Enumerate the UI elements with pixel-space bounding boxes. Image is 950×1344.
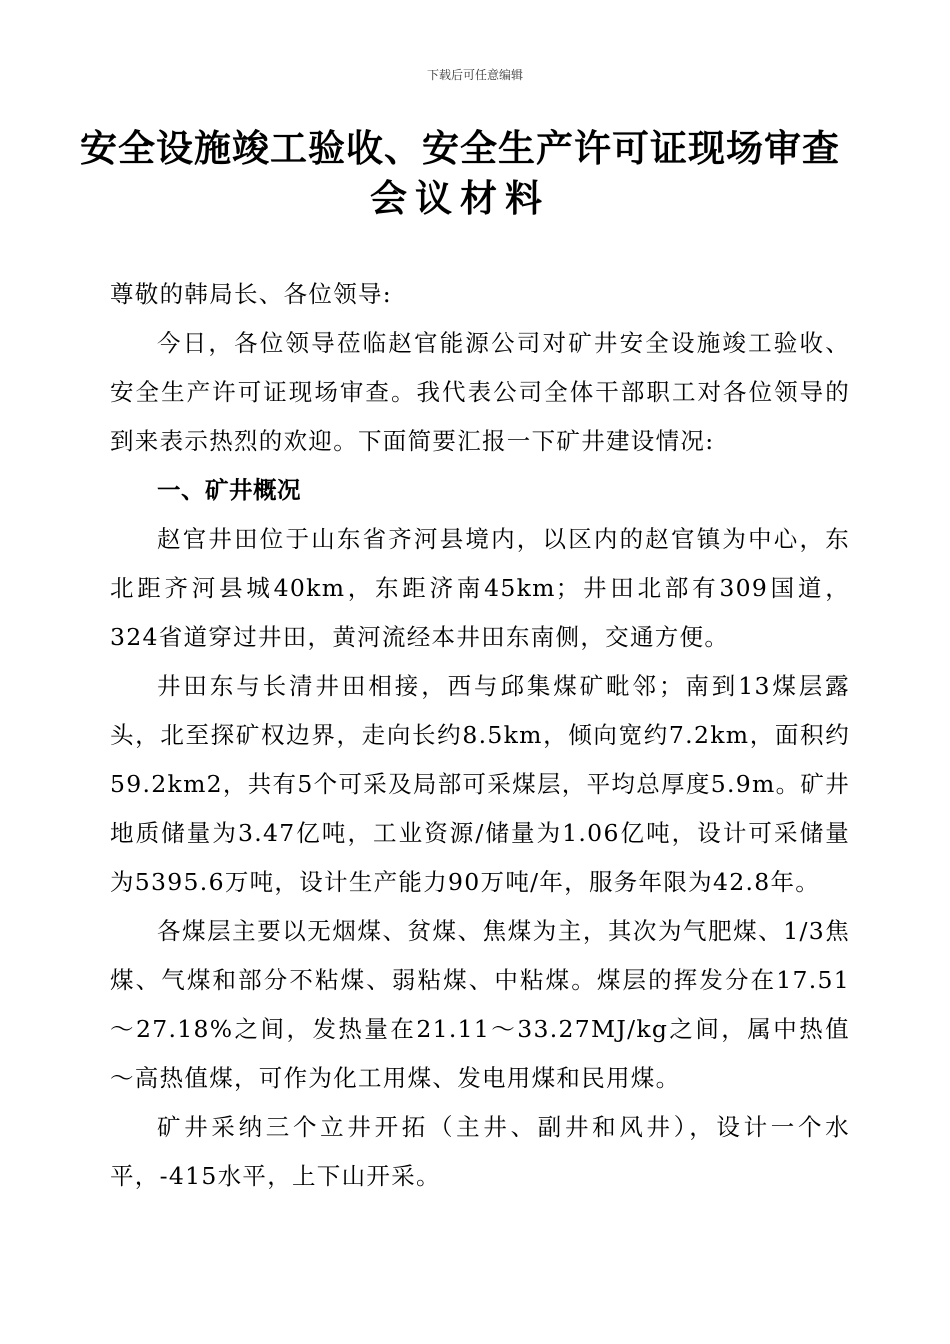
boundary-reserves-paragraph: 井田东与长清井田相接，西与邱集煤矿毗邻；南到13煤层露头，北至探矿权边界，走向长约8.5km，倾向宽约7.2km，面积约59.2km2，共有5个可采及局部可采煤层，平均总厚度5.9m。矿井地质储量为3.47亿吨，工业资源/储量为1.06亿吨，设计可采储量为5395.6万吨，设计生产能力90万吨/年，服务年限为42.8年。 [110,672,850,896]
page-header-note: 下载后可任意编辑 [426,68,523,82]
development-paragraph: 矿井采纳三个立井开拓（主井、副井和风井），设计一个水平，-415水平，上下山开采。 [110,1113,850,1190]
section-heading-mine-overview: 一、矿井概况 [157,476,301,504]
coal-quality-paragraph: 各煤层主要以无烟煤、贫煤、焦煤为主，其次为气肥煤、1/3焦煤、气煤和部分不粘煤、弱粘煤、中粘煤。煤层的挥发分在17.51～27.18%之间，发热量在21.11～33.27MJ/kg之间，属中热值～高热值煤，可作为化工用煤、发电用煤和民用煤。 [110,917,850,1092]
intro-paragraph: 今日，各位领导莅临赵官能源公司对矿井安全设施竣工验收、安全生产许可证现场审查。我代表公司全体干部职工对各位领导的到来表示热烈的欢迎。下面简要汇报一下矿井建设情况: [110,329,850,455]
document-body [110,270,850,1201]
greeting: 尊敬的韩局长、各位领导: [110,280,393,308]
location-paragraph: 赵官井田位于山东省齐河县境内，以区内的赵官镇为中心，东北距齐河县城40km，东距济南45km；井田北部有309国道， 324省道穿过井田，黄河流经本井田东南侧，交通方便。 [110,525,850,651]
document-title-line-1: 安全设施竣工验收、安全生产许可证现场审查 [80,127,840,170]
document-title-line-2: 会议材料 [370,177,550,220]
